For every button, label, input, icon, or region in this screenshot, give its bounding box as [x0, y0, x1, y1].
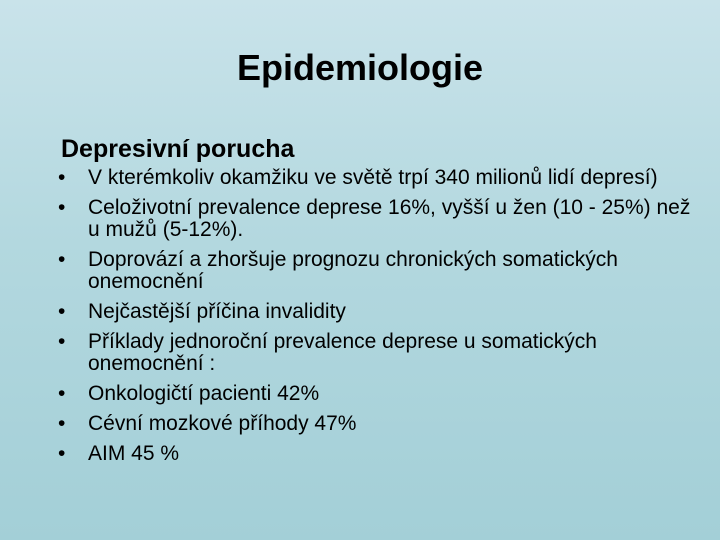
slide-subtitle: Depresivní porucha	[61, 135, 295, 163]
bullet-item	[58, 249, 698, 293]
bullet-item	[58, 197, 698, 241]
bullet-text: AIM 45 %	[88, 442, 180, 465]
bullet-text: Příklady jednoroční prevalence deprese u somatických onemocnění :	[88, 330, 597, 375]
bullet-text: Nejčastější příčina invalidity	[88, 300, 346, 323]
slide-title: Epidemiologie	[236, 47, 484, 88]
bullet-text: Celoživotní prevalence deprese 16%, vyšší u žen (10 - 25%) než u mužů (5-12%).	[88, 196, 691, 241]
bullet-icon: •	[58, 196, 66, 219]
bullet-text: Doprovází a zhoršuje prognozu chronických somatických onemocnění	[88, 248, 618, 293]
bullet-icon: •	[58, 442, 66, 465]
bullet-icon: •	[58, 382, 66, 405]
bullet-icon: •	[58, 166, 66, 189]
bullet-icon: •	[58, 248, 66, 271]
bullet-item	[58, 301, 698, 323]
bullet-list	[58, 167, 698, 473]
bullet-icon: •	[58, 412, 66, 435]
bullet-item	[58, 167, 698, 189]
bullet-text: Cévní mozkové příhody 47%	[88, 412, 357, 435]
bullet-text: Onkologičtí pacienti 42%	[88, 382, 320, 405]
bullet-item	[58, 413, 698, 435]
bullet-icon: •	[58, 300, 66, 323]
bullet-item	[58, 383, 698, 405]
bullet-item	[58, 331, 698, 375]
bullet-text: V kterémkoliv okamžiku ve světě trpí 340 milionů lidí depresí)	[88, 166, 658, 189]
bullet-item	[58, 443, 698, 465]
bullet-icon: •	[58, 330, 66, 353]
